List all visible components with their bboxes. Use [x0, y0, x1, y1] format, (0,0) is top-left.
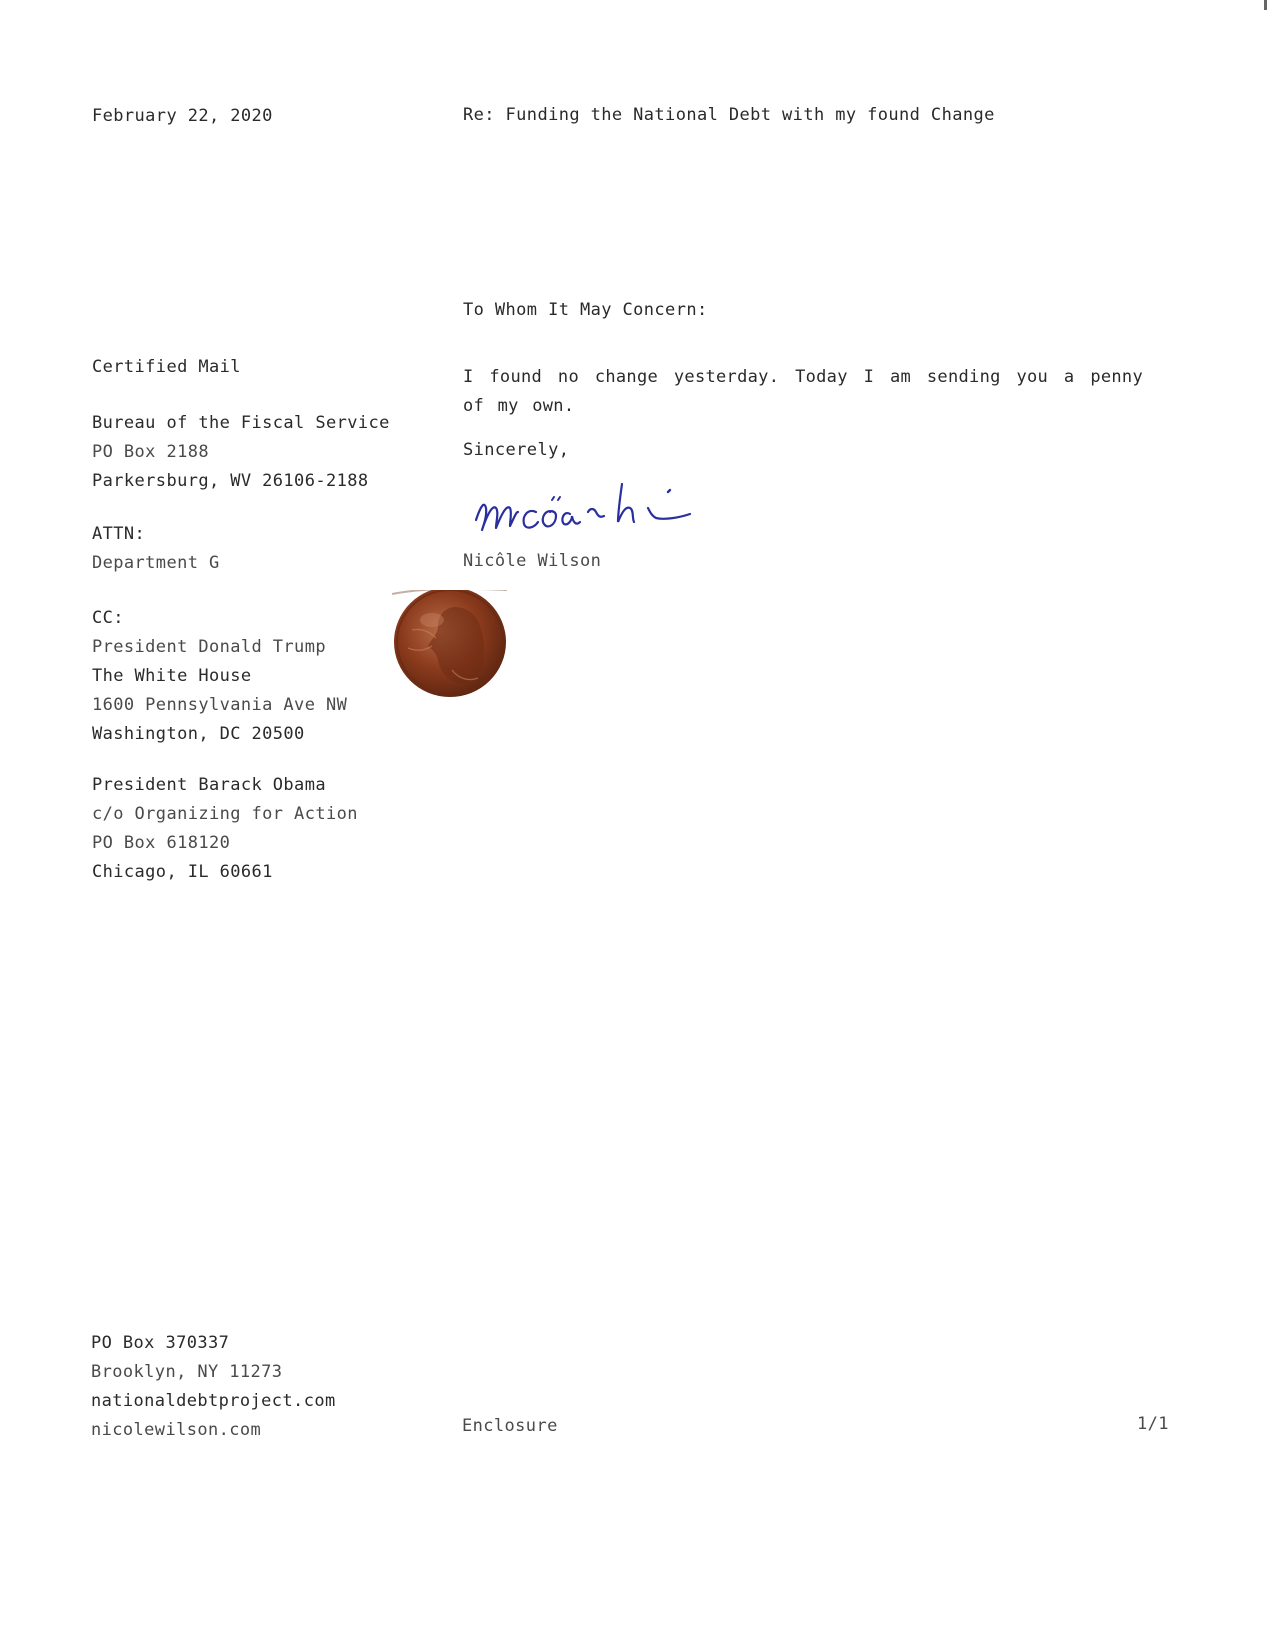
recipient-address [92, 409, 390, 496]
cc-line: President Barack Obama [92, 775, 326, 795]
cc-block-second [92, 771, 358, 887]
page-number: 1/1 [1137, 1414, 1169, 1434]
recipient-line: Bureau of the Fiscal Service [92, 413, 390, 433]
sender-line: PO Box 370337 [91, 1333, 230, 1353]
penny-image [392, 590, 542, 725]
cc-block-first [92, 604, 347, 749]
cc-line: Chicago, IL 60661 [92, 862, 273, 882]
attn-block [92, 520, 220, 578]
cc-line: The White House [92, 666, 252, 686]
cc-line: PO Box 618120 [92, 833, 231, 853]
signer-name: Nicôle Wilson [463, 551, 602, 571]
letter-subject: Re: Funding the National Debt with my found Change [463, 105, 995, 125]
sender-line: Brooklyn, NY 11273 [91, 1362, 283, 1382]
cc-line: President Donald Trump [92, 637, 326, 657]
handwritten-signature [472, 478, 722, 548]
closing: Sincerely, [463, 440, 570, 460]
cc-line: Washington, DC 20500 [92, 724, 305, 744]
enclosure-note: Enclosure [462, 1416, 558, 1436]
sender-website: nicolewilson.com [91, 1420, 262, 1440]
cc-line: 1600 Pennsylvania Ave NW [92, 695, 348, 715]
recipient-line: Parkersburg, WV 26106-2188 [92, 471, 369, 491]
sender-website: nationaldebtproject.com [91, 1391, 336, 1411]
cc-label: CC: [92, 608, 124, 628]
delivery-method: Certified Mail [92, 357, 241, 377]
recipient-line: PO Box 2188 [92, 442, 209, 462]
letter-body: I found no change yesterday. Today I am sending you a penny of my own. [463, 367, 1143, 416]
salutation: To Whom It May Concern: [463, 300, 708, 320]
cc-line: c/o Organizing for Action [92, 804, 358, 824]
attn-label: ATTN: [92, 524, 146, 544]
attn-value: Department G [92, 553, 220, 573]
letter-date: February 22, 2020 [92, 106, 273, 126]
sender-address [91, 1329, 336, 1445]
